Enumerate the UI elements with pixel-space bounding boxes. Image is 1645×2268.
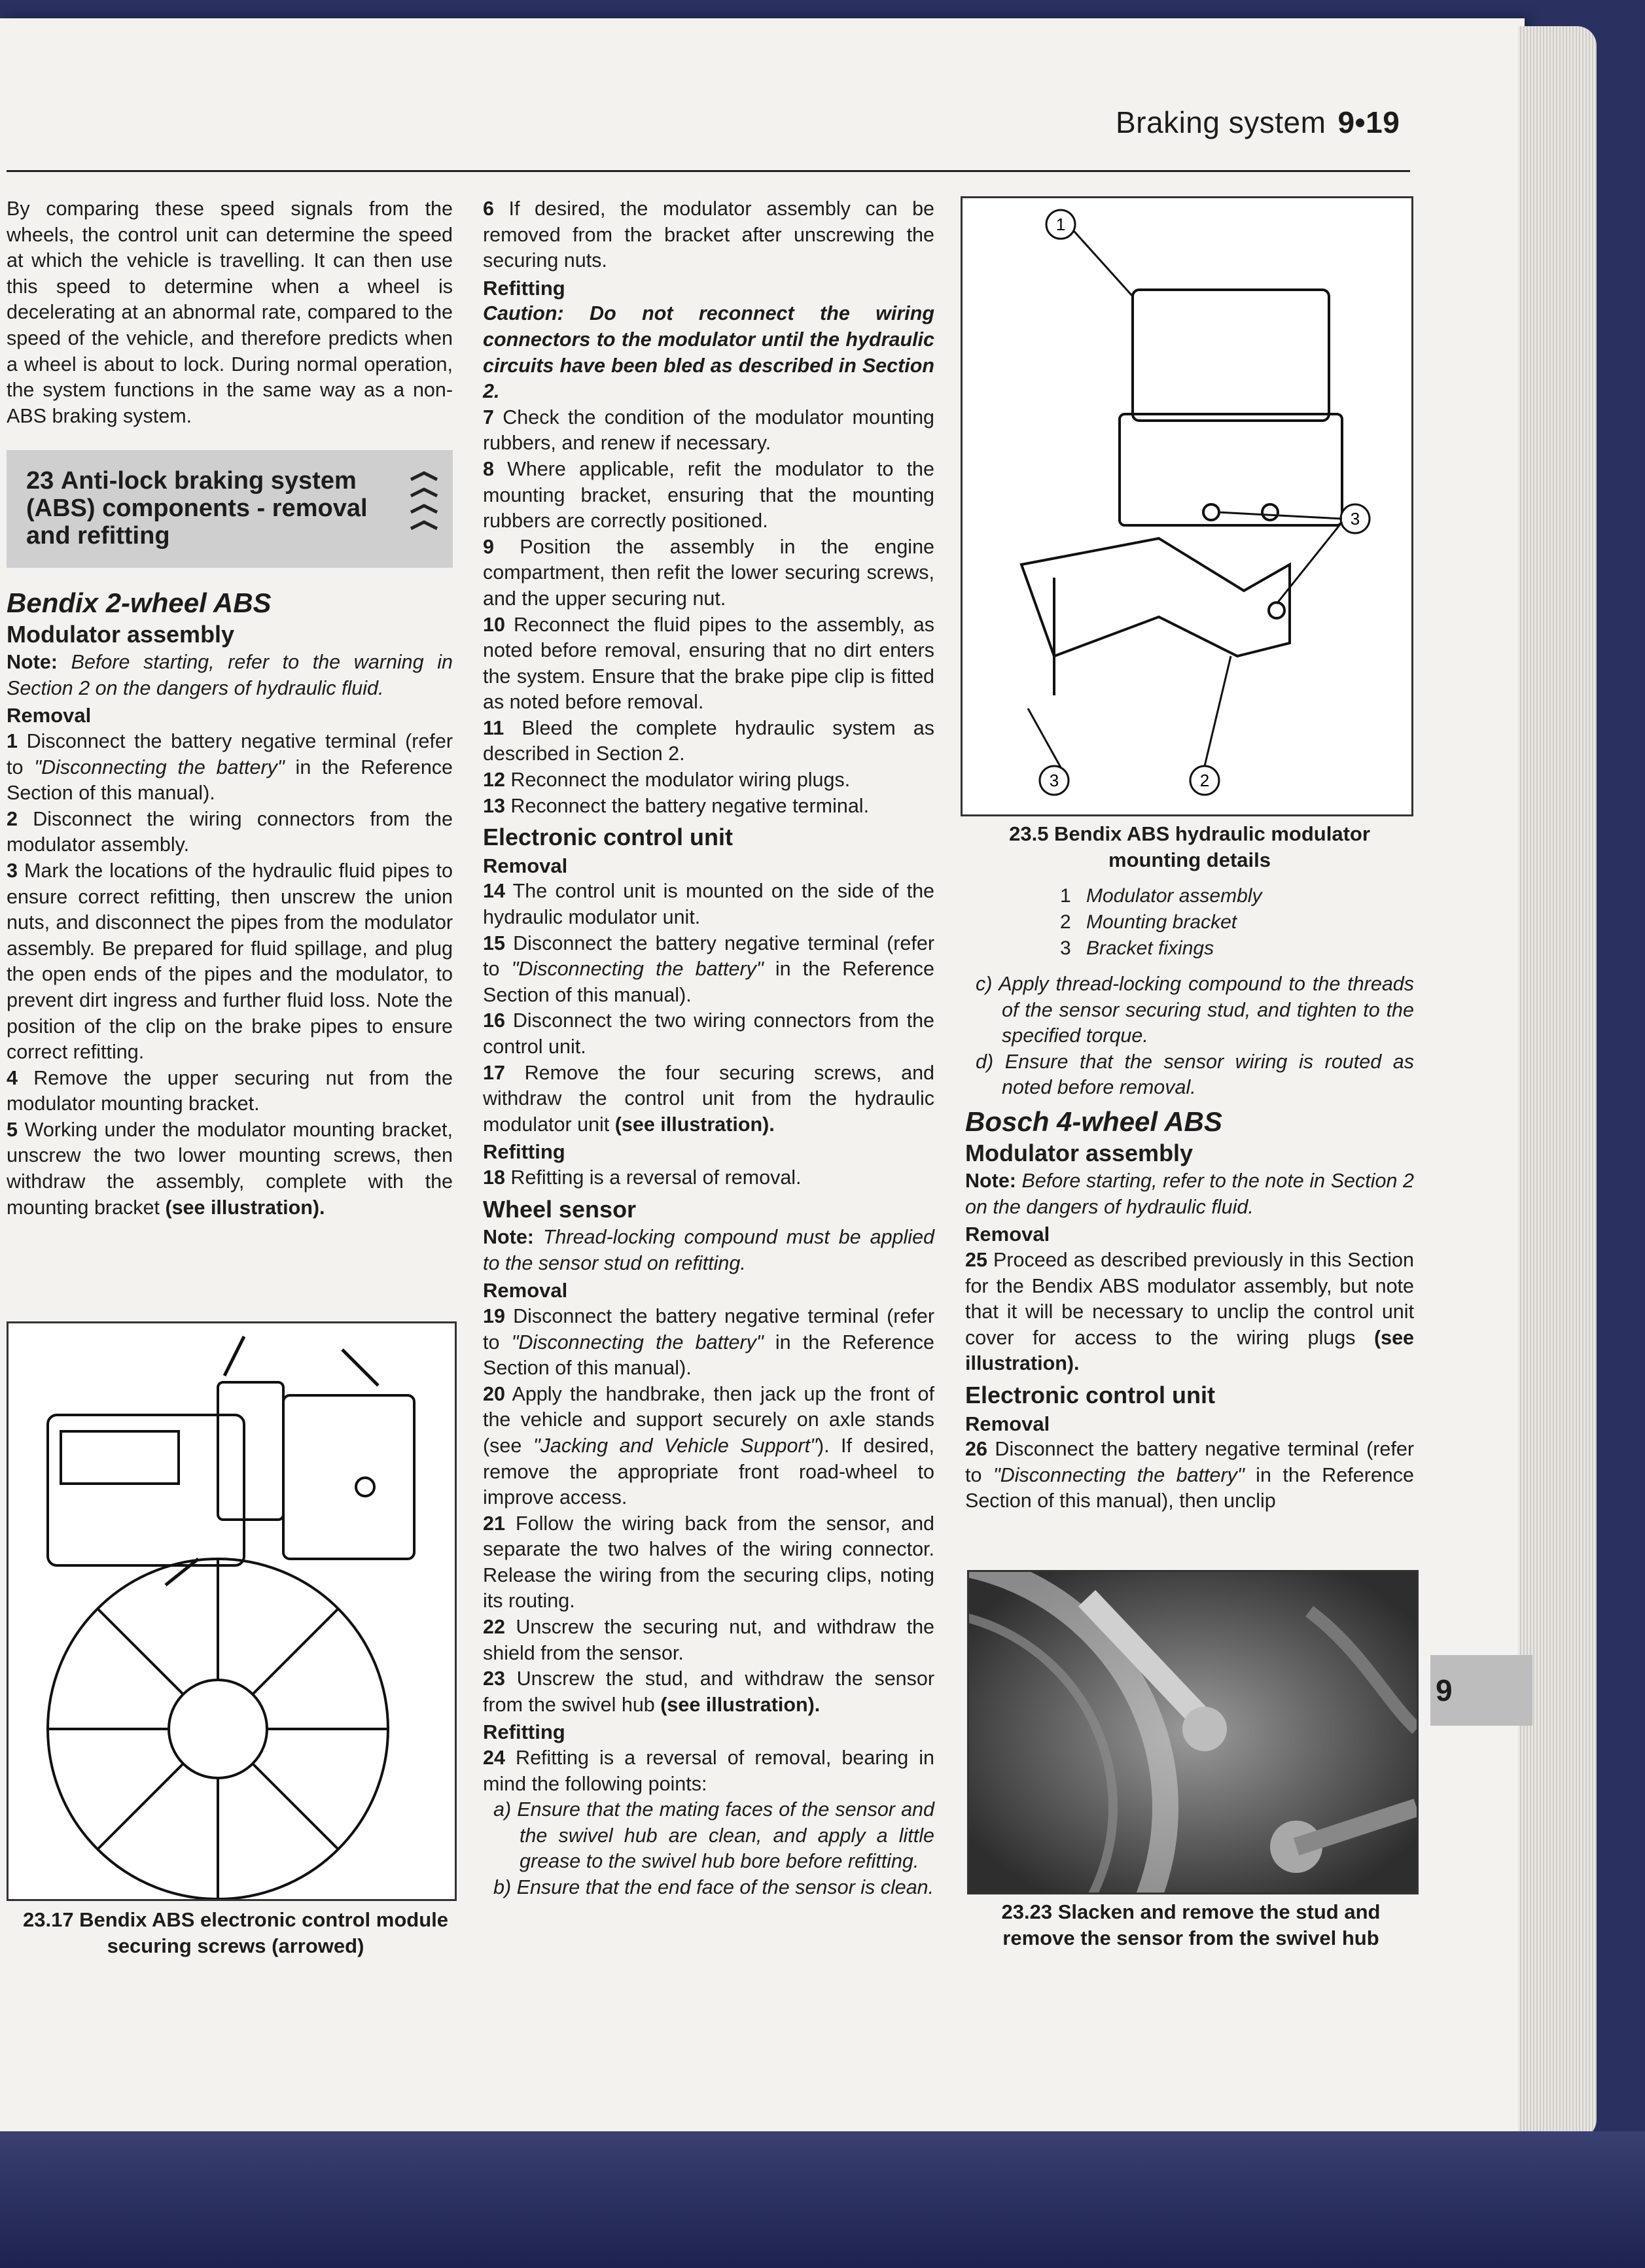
note-paragraph (483, 1225, 934, 1276)
callout-3: 3 (1049, 771, 1059, 790)
legend-text: Bracket fixings (1086, 937, 1214, 959)
step-5 (7, 1117, 453, 1221)
refitting-heading: Refitting (483, 1140, 565, 1164)
note-paragraph (965, 1168, 1414, 1220)
step-text: Bleed the complete hydraulic system as described in Section 2. (483, 716, 934, 765)
step-24 (483, 1745, 934, 1797)
see-illustration-ref: (see illustration). (614, 1113, 775, 1136)
step-6 (483, 196, 934, 274)
difficulty-spanner-icon (404, 466, 444, 551)
step-text: Refitting is a reversal of removal. (510, 1166, 802, 1189)
legend-item (1060, 909, 1262, 935)
step-italic: "Disconnecting the battery" (34, 756, 285, 778)
step-19 (483, 1304, 934, 1382)
step-text: in the Reference Section of this manual). (483, 1331, 934, 1380)
step-26 (965, 1437, 1414, 1514)
step-9 (483, 534, 934, 612)
step-number: 2 (7, 807, 18, 830)
step-text: Where applicable, refit the modulator to the mounting bracket, ensuring that the mounting rubbers are correctly positioned. (483, 457, 934, 532)
column-3 (965, 971, 1414, 1514)
step-text: in the Reference Section of this manual). (483, 958, 934, 1006)
step-number: 22 (483, 1616, 505, 1639)
step-italic: "Disconnecting the battery" (993, 1463, 1245, 1486)
step-1 (7, 729, 453, 807)
step-text: Disconnect the battery negative terminal (refer to (483, 932, 934, 981)
point-text: Ensure that the end face of the sensor is clean. (516, 1876, 934, 1898)
step-text: Unscrew the stud, and withdraw the sensor from the swivel hub (483, 1667, 934, 1716)
step-number: 18 (483, 1166, 505, 1189)
point-text: Ensure that the mating faces of the sensor and the swivel hub are clean, and apply a little grease to the swivel hub bore before refitting. (517, 1798, 934, 1873)
note-label: Note: (7, 651, 58, 674)
step-text: Mark the locations of the hydraulic fluid pipes to ensure correct refitting, then unscrew the union nuts, and disconnect the pipes from the modulator assembly. Be prepared for fluid spillage, and plug the open ends of the pipes and the modulator, to prevent dirt ingress and further fluid loss. Note the position of the clip on the brake pipes to ensure correct refitting. (7, 859, 453, 1064)
heading-wheel-sensor: Wheel sensor (483, 1195, 637, 1223)
figure-23-23-caption: 23.23 Slacken and remove the stud and remove the sensor from the swivel hub (1001, 1900, 1381, 1949)
heading-ecu: Electronic control unit (483, 824, 734, 851)
step-italic: "Jacking and Vehicle Support" (533, 1434, 817, 1457)
legend-number: 3 (1060, 937, 1071, 959)
step-8 (483, 457, 934, 534)
section-number: 23 (26, 467, 54, 495)
point-b (483, 1875, 934, 1901)
step-number: 13 (483, 794, 505, 817)
step-14 (483, 879, 934, 930)
removal-heading: Removal (483, 854, 568, 877)
step-text: Disconnect the two wiring connectors from the control unit. (483, 1009, 934, 1058)
figure-23-5 (961, 196, 1413, 816)
step-number: 8 (483, 457, 494, 480)
step-25 (965, 1247, 1414, 1377)
step-text: in the Reference Section of this manual), then unclip (965, 1463, 1414, 1512)
legend-text: Modulator assembly (1086, 885, 1262, 907)
step-20 (483, 1382, 934, 1511)
heading-ecu: Electronic control unit (965, 1381, 1216, 1408)
step-number: 19 (483, 1304, 505, 1327)
figure-23-17 (7, 1321, 457, 1901)
step-text: Unscrew the securing nut, and withdraw the shield from the sensor. (483, 1616, 934, 1664)
point-a (483, 1797, 934, 1875)
step-number: 26 (965, 1438, 987, 1461)
step-text: Disconnect the battery negative terminal (refer to (965, 1438, 1414, 1486)
step-number: 3 (7, 859, 18, 882)
step-number: 16 (483, 1009, 505, 1032)
legend-number: 2 (1060, 911, 1071, 933)
step-italic: "Disconnecting the battery" (511, 958, 764, 981)
heading-bendix: Bendix 2-wheel ABS (7, 587, 272, 618)
legend-item (1060, 883, 1262, 909)
step-text: in the Reference Section of this manual). (7, 756, 453, 805)
see-illustration-ref: (see illustration). (965, 1326, 1414, 1375)
step-number: 12 (483, 769, 505, 792)
see-illustration-ref: (see illustration). (660, 1693, 821, 1716)
header-title: Braking system (1116, 105, 1326, 139)
removal-heading: Removal (965, 1223, 1050, 1246)
step-number: 11 (483, 716, 504, 739)
step-4 (7, 1066, 453, 1117)
figure-23-17-caption: 23.17 Bendix ABS electronic control module securing screws (arrowed) (22, 1908, 449, 1957)
section-title (26, 467, 393, 550)
point-letter: c) (976, 973, 993, 995)
figure-23-5-legend (1060, 883, 1262, 962)
step-text: Reconnect the fluid pipes to the assembly, as noted before removal, ensuring that no dirt enters the system. Ensure that the brake pipe clip is fitted as noted before removal. (483, 613, 934, 714)
refitting-heading: Refitting (483, 1720, 565, 1744)
step-text: Reconnect the modulator wiring plugs. (510, 769, 851, 792)
step-number: 4 (7, 1066, 18, 1089)
callout-3: 3 (1350, 509, 1360, 529)
step-number: 15 (483, 932, 505, 954)
step-text: Remove the upper securing nut from the modulator mounting bracket. (7, 1066, 453, 1115)
intro-paragraph: By comparing these speed signals from the wheels, the control unit can determine the speed at which the vehicle is travelling. It can then use this speed to determine when a wheel is decelerating at an abnormal rate, compared to the speed of the vehicle, and therefore predicts when a wheel is about to lock. During normal operation, the system functions in the same way as a non-ABS braking system. (7, 198, 453, 427)
step-text: Disconnect the battery negative terminal (refer to (7, 729, 453, 778)
figure-23-23-photo (967, 1570, 1419, 1894)
note-label: Note: (965, 1170, 1016, 1193)
step-number: 7 (483, 406, 494, 428)
step-number: 6 (483, 198, 494, 220)
step-text: Follow the wiring back from the sensor, and separate the two halves of the wiring connector. Release the wiring from the securing clips, noting its routing. (483, 1512, 934, 1613)
page-number: 9•19 (1337, 105, 1400, 139)
step-text: Proceed as described previously in this Section for the Bendix ABS modulator assembly, but note that it will be necessary to unclip the control unit cover for access to the wiring plugs (965, 1248, 1414, 1349)
callout-2: 2 (1199, 771, 1210, 790)
heading-modulator: Modulator assembly (7, 620, 235, 648)
step-text: Working under the modulator mounting bracket, unscrew the two lower mounting screws, then withdraw the assembly, complete with the mounting bracket (7, 1118, 453, 1219)
column-2 (483, 196, 934, 1901)
step-13 (483, 794, 934, 820)
point-c (965, 971, 1414, 1049)
removal-heading: Removal (483, 1279, 568, 1302)
step-text: Apply the handbrake, then jack up the front of the vehicle and support securely on axle stands (see (483, 1382, 934, 1457)
step-number: 21 (483, 1512, 505, 1535)
heading-modulator: Modulator assembly (965, 1139, 1194, 1166)
note-label: Note: (483, 1226, 534, 1249)
step-number: 1 (7, 729, 18, 752)
note-paragraph (7, 650, 453, 701)
step-italic: "Disconnecting the battery" (511, 1331, 764, 1353)
step-text: If desired, the modulator assembly can be removed from the bracket after unscrewing the securing nuts. (483, 198, 935, 272)
section-title-text: Anti-lock braking system (ABS) components - removal and refitting (26, 467, 368, 550)
step-text: Refitting is a reversal of removal, bearing in mind the following points: (483, 1747, 934, 1795)
note-text: Thread-locking compound must be applied to the sensor stud on refitting. (483, 1226, 934, 1274)
step-17 (483, 1060, 934, 1138)
point-d (965, 1049, 1414, 1101)
step-text: Check the condition of the modulator mounting rubbers, and renew if necessary. (483, 406, 934, 455)
step-text: Remove the four securing screws, and withdraw the control unit from the hydraulic modulator unit (483, 1061, 934, 1136)
legend-item (1060, 935, 1262, 962)
heading-bosch: Bosch 4-wheel ABS (965, 1106, 1222, 1137)
step-number: 5 (7, 1118, 18, 1141)
step-21 (483, 1511, 934, 1614)
step-15 (483, 931, 934, 1009)
step-text: The control unit is mounted on the side of the hydraulic modulator unit. (483, 880, 934, 929)
point-letter: b) (493, 1876, 512, 1898)
binder-background (0, 2131, 1645, 2268)
step-number: 10 (483, 613, 505, 636)
step-number: 17 (483, 1061, 505, 1084)
step-number: 25 (965, 1248, 987, 1271)
step-text: Disconnect the wiring connectors from the modulator assembly. (7, 807, 453, 856)
step-number: 20 (483, 1382, 505, 1405)
page-header (1116, 105, 1400, 140)
removal-heading: Removal (7, 704, 92, 727)
section-heading-box (7, 450, 453, 568)
step-18 (483, 1165, 934, 1191)
step-text: Reconnect the battery negative terminal. (510, 794, 870, 817)
step-22 (483, 1614, 934, 1666)
point-letter: a) (493, 1798, 512, 1821)
step-text: Disconnect the battery negative terminal (refer to (483, 1304, 934, 1353)
step-10 (483, 612, 934, 716)
step-number: 9 (483, 535, 494, 558)
figure-23-5-caption: 23.5 Bendix ABS hydraulic modulator mounting details (1009, 822, 1370, 871)
point-text: Ensure that the sensor wiring is routed as noted before removal. (1002, 1050, 1414, 1099)
note-text: Before starting, refer to the note in Section 2 on the dangers of hydraulic fluid. (965, 1170, 1414, 1218)
step-number: 23 (483, 1667, 505, 1690)
page-edges (1518, 26, 1597, 2139)
step-7 (483, 405, 934, 457)
column-1 (7, 196, 453, 429)
point-letter: d) (976, 1050, 994, 1073)
step-text: Position the assembly in the engine compartment, then refit the lower securing screws, and the upper securing nut. (483, 535, 934, 610)
column-1-body (7, 582, 453, 1221)
step-11 (483, 716, 934, 767)
chapter-tab: 9 (1430, 1655, 1532, 1726)
note-text: Before starting, refer to the warning in Section 2 on the dangers of hydraulic fluid. (7, 651, 453, 699)
callout-1: 1 (1055, 215, 1066, 234)
step-text: ). If desired, remove the appropriate front road-wheel to improve access. (483, 1434, 934, 1509)
point-text: Apply thread-locking compound to the threads of the sensor securing stud, and tighten to the specified torque. (999, 973, 1414, 1047)
legend-text: Mounting bracket (1086, 911, 1237, 933)
step-2 (7, 807, 453, 858)
step-23 (483, 1666, 934, 1718)
legend-number: 1 (1060, 885, 1071, 907)
see-illustration-ref: (see illustration). (165, 1196, 325, 1219)
step-16 (483, 1008, 934, 1060)
caution-text: Caution: Do not reconnect the wiring connectors to the modulator until the hydraulic circuits have been bled as described in Section 2. (483, 302, 934, 403)
step-3 (7, 858, 453, 1066)
step-12 (483, 767, 934, 794)
step-number: 24 (483, 1747, 505, 1770)
refitting-heading: Refitting (483, 276, 565, 300)
header-rule (7, 170, 1410, 172)
step-number: 14 (483, 880, 505, 903)
removal-heading: Removal (965, 1412, 1050, 1435)
